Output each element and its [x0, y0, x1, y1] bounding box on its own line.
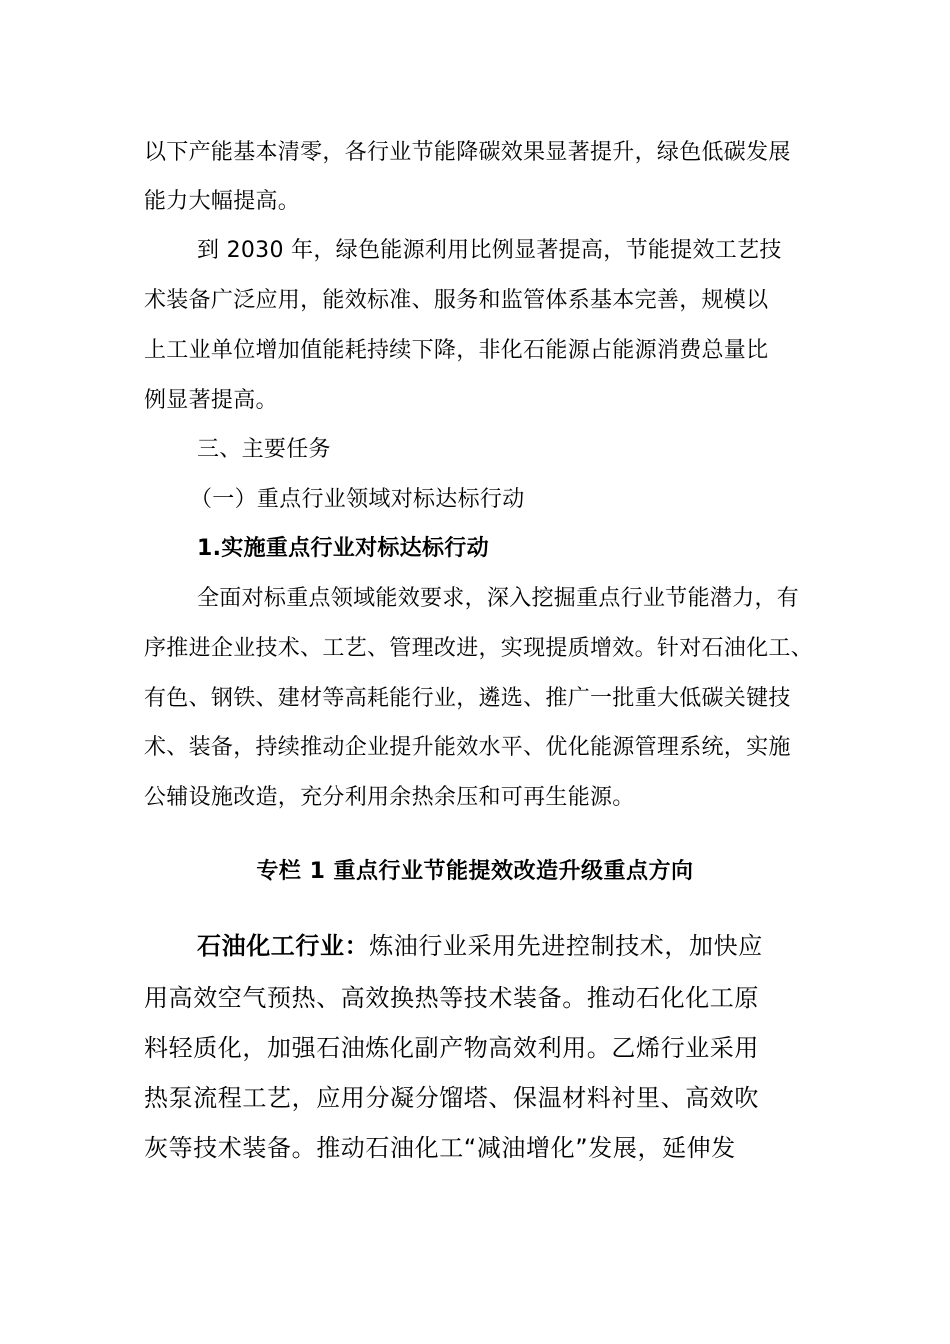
paragraph-3-line-1: 全面对标重点领域能效要求，深入挖掘重点行业节能潜力，有	[197, 586, 800, 611]
section-heading: 三、主要任务	[197, 437, 331, 462]
paragraph-2-line-1: 到 2030 年，绿色能源利用比例显著提高，节能提效工艺技	[197, 238, 782, 263]
paragraph-2-line-2: 术装备广泛应用，能效标准、服务和监管体系基本完善，规模以	[144, 288, 769, 313]
paragraph-1-line-2: 能力大幅提高。	[144, 189, 301, 214]
subsection-heading: （一）重点行业领域对标达标行动	[190, 487, 525, 512]
paragraph-3-line-2: 序推进企业技术、工艺、管理改进，实现提质增效。针对石油化工、	[144, 636, 814, 661]
box-line-2: 用高效空气预热、高效换热等技术装备。推动石化化工原	[144, 984, 759, 1012]
paragraph-1-line-1: 以下产能基本清零，各行业节能降碳效果显著提升，绿色低碳发展	[144, 140, 791, 165]
box-title: 专栏 1 重点行业节能提效改造升级重点方向	[256, 859, 694, 884]
box-line-4: 热泵流程工艺，应用分凝分馏塔、保温材料衬里、高效吹	[144, 1084, 759, 1112]
item-heading: 1.实施重点行业对标达标行动	[197, 536, 489, 561]
box-line-1-text: 炼油行业采用先进控制技术，加快应	[369, 932, 763, 960]
paragraph-3-line-5: 公辅设施改造，充分利用余热余压和可再生能源。	[144, 785, 635, 810]
box-lead: 石油化工行业：	[197, 932, 370, 960]
box-line-3: 料轻质化，加强石油炼化副产物高效利用。乙烯行业采用	[144, 1034, 759, 1062]
box-line-1	[197, 929, 763, 963]
paragraph-2-line-3: 上工业单位增加值能耗持续下降，非化石能源占能源消费总量比	[144, 338, 769, 363]
paragraph-3-line-4: 术、装备，持续推动企业提升能效水平、优化能源管理系统，实施	[144, 735, 791, 760]
paragraph-2-line-4: 例显著提高。	[144, 388, 278, 413]
paragraph-3-line-3: 有色、钢铁、建材等高耗能行业，遴选、推广一批重大低碳关键技	[144, 686, 791, 711]
box-line-5: 灰等技术装备。推动石油化工“减油增化”发展，延伸发	[144, 1134, 736, 1162]
